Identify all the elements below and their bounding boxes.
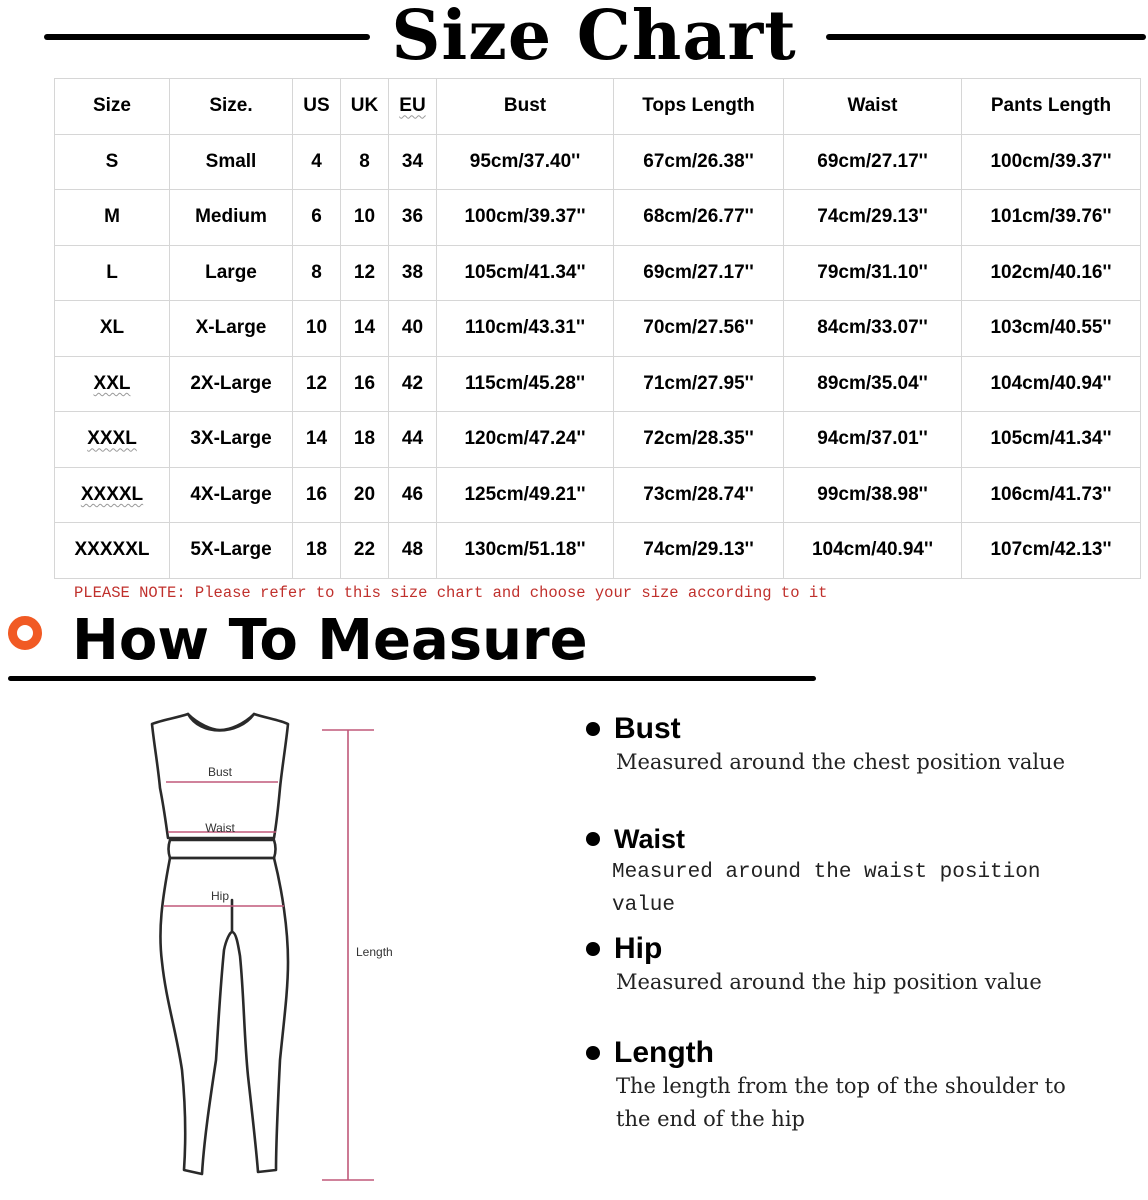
cell-tops-length: 69cm/27.17'' bbox=[614, 245, 784, 301]
cell-pants-length: 105cm/41.34'' bbox=[962, 412, 1141, 468]
cell-tops-length: 67cm/26.38'' bbox=[614, 134, 784, 190]
cell-waist: 89cm/35.04'' bbox=[784, 356, 962, 412]
how-to-measure-rule bbox=[8, 676, 816, 681]
cell-size: S bbox=[55, 134, 170, 190]
measure-item-description: Measured around the waist position value bbox=[612, 861, 1041, 917]
cell-tops-length: 70cm/27.56'' bbox=[614, 301, 784, 357]
how-to-measure-title: How To Measure bbox=[72, 608, 588, 673]
cell-eu: 34 bbox=[389, 134, 437, 190]
table-row bbox=[55, 190, 1141, 246]
cell-tops-length: 71cm/27.95'' bbox=[614, 356, 784, 412]
cell-eu: 44 bbox=[389, 412, 437, 468]
cell-uk: 14 bbox=[341, 301, 389, 357]
circle-bullet-icon bbox=[8, 616, 42, 650]
cell-tops-length: 73cm/28.74'' bbox=[614, 467, 784, 523]
cell-size: XXXXL bbox=[55, 467, 170, 523]
cell-size: XXL bbox=[55, 356, 170, 412]
cell-bust: 110cm/43.31'' bbox=[437, 301, 614, 357]
cell-eu: 42 bbox=[389, 356, 437, 412]
cell-pants-length: 104cm/40.94'' bbox=[962, 356, 1141, 412]
cell-size-name: Medium bbox=[170, 190, 293, 246]
cell-bust: 100cm/39.37'' bbox=[437, 190, 614, 246]
cell-size-name: 2X-Large bbox=[170, 356, 293, 412]
cell-us: 6 bbox=[293, 190, 341, 246]
bullet-icon bbox=[586, 942, 600, 956]
cell-eu: 46 bbox=[389, 467, 437, 523]
cell-eu: 48 bbox=[389, 523, 437, 579]
cell-pants-length: 107cm/42.13'' bbox=[962, 523, 1141, 579]
cell-us: 10 bbox=[293, 301, 341, 357]
cell-uk: 16 bbox=[341, 356, 389, 412]
measure-item-bust bbox=[582, 712, 1102, 779]
cell-uk: 22 bbox=[341, 523, 389, 579]
cell-tops-length: 68cm/26.77'' bbox=[614, 190, 784, 246]
hip-label: Hip bbox=[210, 889, 230, 903]
title-rule-right bbox=[826, 34, 1146, 40]
cell-size-name: X-Large bbox=[170, 301, 293, 357]
length-label: Length bbox=[356, 945, 393, 959]
header-tops-length: Tops Length bbox=[614, 79, 784, 135]
cell-pants-length: 102cm/40.16'' bbox=[962, 245, 1141, 301]
cell-us: 12 bbox=[293, 356, 341, 412]
table-row bbox=[55, 467, 1141, 523]
cell-eu: 36 bbox=[389, 190, 437, 246]
cell-us: 8 bbox=[293, 245, 341, 301]
header-waist: Waist bbox=[784, 79, 962, 135]
table-row bbox=[55, 134, 1141, 190]
size-note: PLEASE NOTE: Please refer to this size chart and choose your size according to it bbox=[74, 584, 828, 602]
cell-tops-length: 72cm/28.35'' bbox=[614, 412, 784, 468]
cell-waist: 74cm/29.13'' bbox=[784, 190, 962, 246]
cell-tops-length: 74cm/29.13'' bbox=[614, 523, 784, 579]
table-row bbox=[55, 356, 1141, 412]
measure-item-description: Measured around the hip position value bbox=[616, 970, 1042, 994]
header-us: US bbox=[293, 79, 341, 135]
cell-pants-length: 100cm/39.37'' bbox=[962, 134, 1141, 190]
header-eu: EU bbox=[389, 79, 437, 135]
cell-size-name: Small bbox=[170, 134, 293, 190]
measure-item-waist bbox=[582, 822, 1102, 922]
title-rule-left bbox=[44, 34, 370, 40]
header-pants-length: Pants Length bbox=[962, 79, 1141, 135]
cell-size: L bbox=[55, 245, 170, 301]
table-row bbox=[55, 523, 1141, 579]
cell-waist: 99cm/38.98'' bbox=[784, 467, 962, 523]
measure-item-description: Measured around the chest position value bbox=[616, 750, 1066, 774]
cell-waist: 69cm/27.17'' bbox=[784, 134, 962, 190]
cell-bust: 95cm/37.40'' bbox=[437, 134, 614, 190]
table-header-row bbox=[55, 79, 1141, 135]
cell-uk: 18 bbox=[341, 412, 389, 468]
table-row bbox=[55, 412, 1141, 468]
header-uk: UK bbox=[341, 79, 389, 135]
table-row bbox=[55, 245, 1141, 301]
cell-size: M bbox=[55, 190, 170, 246]
cell-size: XXXL bbox=[55, 412, 170, 468]
measurement-figure bbox=[140, 700, 420, 1190]
measure-item-description: the end of the hip bbox=[616, 1107, 805, 1131]
cell-size-name: 4X-Large bbox=[170, 467, 293, 523]
cell-bust: 125cm/49.21'' bbox=[437, 467, 614, 523]
cell-bust: 130cm/51.18'' bbox=[437, 523, 614, 579]
bullet-icon bbox=[586, 722, 600, 736]
cell-uk: 8 bbox=[341, 134, 389, 190]
cell-size-name: 5X-Large bbox=[170, 523, 293, 579]
cell-eu: 40 bbox=[389, 301, 437, 357]
cell-size: XL bbox=[55, 301, 170, 357]
cell-us: 16 bbox=[293, 467, 341, 523]
bullet-icon bbox=[586, 832, 600, 846]
measure-item-title: Length bbox=[614, 1036, 714, 1069]
cell-waist: 84cm/33.07'' bbox=[784, 301, 962, 357]
cell-uk: 12 bbox=[341, 245, 389, 301]
page-title: Size Chart bbox=[391, 0, 797, 76]
cell-bust: 120cm/47.24'' bbox=[437, 412, 614, 468]
cell-us: 14 bbox=[293, 412, 341, 468]
measure-item-title: Waist bbox=[614, 824, 686, 854]
cell-pants-length: 101cm/39.76'' bbox=[962, 190, 1141, 246]
cell-size-name: 3X-Large bbox=[170, 412, 293, 468]
header-size: Size bbox=[55, 79, 170, 135]
cell-uk: 20 bbox=[341, 467, 389, 523]
header-size-name: Size. bbox=[170, 79, 293, 135]
waist-label: Waist bbox=[205, 821, 235, 835]
cell-waist: 94cm/37.01'' bbox=[784, 412, 962, 468]
measure-item-title: Hip bbox=[614, 932, 663, 965]
cell-us: 18 bbox=[293, 523, 341, 579]
bust-label: Bust bbox=[207, 765, 233, 779]
size-table bbox=[54, 78, 1141, 579]
cell-uk: 10 bbox=[341, 190, 389, 246]
cell-us: 4 bbox=[293, 134, 341, 190]
bullet-icon bbox=[586, 1046, 600, 1060]
size-chart-header bbox=[0, 0, 1148, 80]
jumpsuit-outline-icon bbox=[140, 700, 420, 1190]
measure-item-hip bbox=[582, 932, 1102, 999]
cell-pants-length: 106cm/41.73'' bbox=[962, 467, 1141, 523]
table-row bbox=[55, 301, 1141, 357]
cell-bust: 115cm/45.28'' bbox=[437, 356, 614, 412]
header-bust: Bust bbox=[437, 79, 614, 135]
how-to-measure-header bbox=[8, 604, 828, 684]
measure-item-title: Bust bbox=[614, 712, 681, 745]
cell-waist: 104cm/40.94'' bbox=[784, 523, 962, 579]
measure-item-description: The length from the top of the shoulder to bbox=[616, 1074, 1066, 1098]
cell-size: XXXXXL bbox=[55, 523, 170, 579]
cell-pants-length: 103cm/40.55'' bbox=[962, 301, 1141, 357]
cell-size-name: Large bbox=[170, 245, 293, 301]
cell-bust: 105cm/41.34'' bbox=[437, 245, 614, 301]
measure-item-length bbox=[582, 1036, 1102, 1136]
cell-waist: 79cm/31.10'' bbox=[784, 245, 962, 301]
cell-eu: 38 bbox=[389, 245, 437, 301]
